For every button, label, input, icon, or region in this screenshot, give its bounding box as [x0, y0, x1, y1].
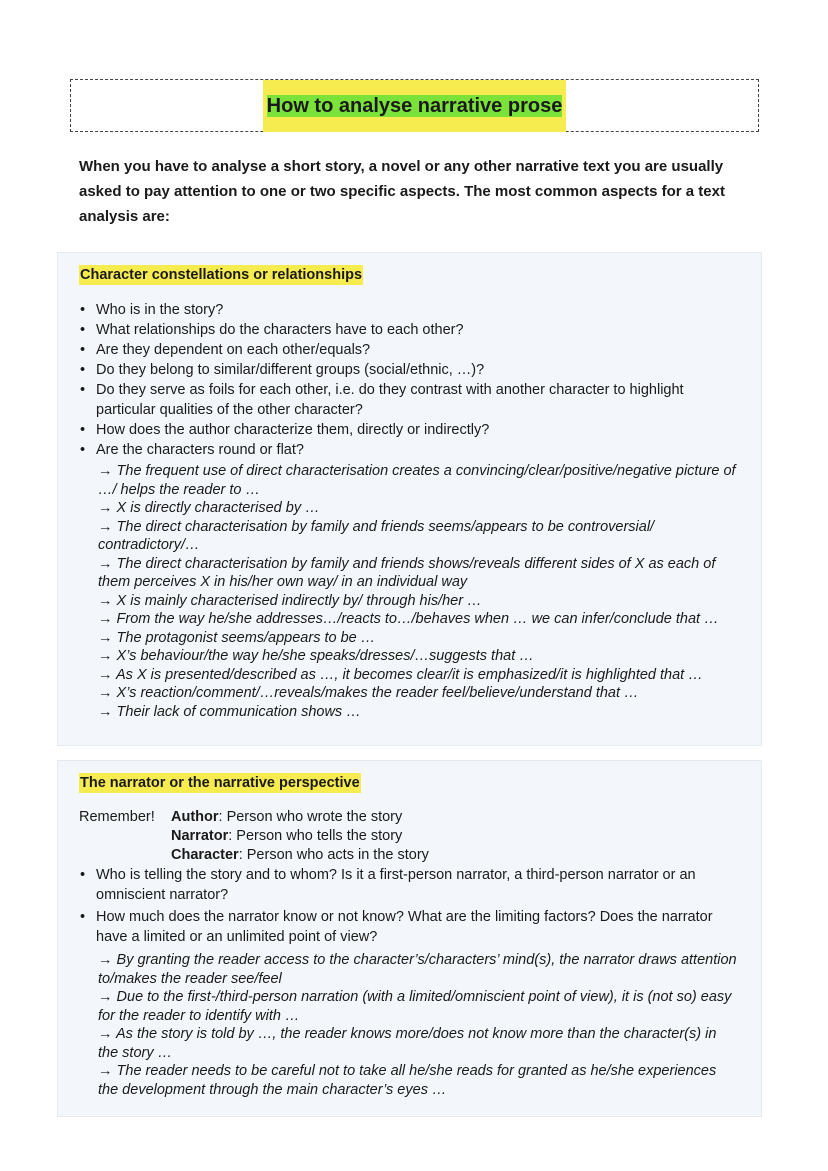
list-item: • Who is in the story? — [79, 300, 740, 320]
phrase: → As X is presented/described as …, it becomes clear/it is emphasized/it is highlighted that … — [98, 666, 703, 683]
phrase: → X’s behaviour/the way he/she speaks/dresses/…suggests that … — [98, 648, 534, 664]
phrase: → From the way he/she addresses…/reacts to…/behaves when … we can infer/conclude that … — [98, 611, 719, 627]
definition — [171, 827, 740, 846]
definition — [171, 808, 740, 827]
title-box — [70, 79, 759, 132]
page-title — [263, 80, 567, 132]
phrase: → X’s reaction/comment/…reveals/makes the reader feel/believe/understand that … — [98, 685, 639, 701]
remember-definitions — [79, 808, 740, 865]
phrase: → As the story is told by …, the reader knows more/does not know more than the character(s) in the story … — [98, 1026, 717, 1061]
phrase-list — [79, 951, 740, 1099]
list-item: • Do they serve as foils for each other, i.e. do they contrast with another character to highlight particular qualities of the other character? — [79, 380, 740, 420]
phrase: → X is mainly characterised indirectly by/ through his/her … — [98, 592, 482, 609]
list-item: • Are they dependent on each other/equals? — [79, 340, 740, 360]
definition-term: Narrator — [171, 828, 229, 844]
phrase: → The reader needs to be careful not to take all he/she reads for granted as he/she experiences the development through the main character’s eyes … — [98, 1063, 717, 1098]
list-item: • Who is telling the story and to whom? Is it a first-person narrator, a third-person narrator or an omniscient narrator? — [79, 865, 740, 905]
phrase: → The direct characterisation by family and friends seems/appears to be controversial/ contradictory/… — [98, 518, 655, 553]
question-list — [79, 300, 740, 460]
phrase: → Due to the first-/third-person narration (with a limited/omniscient point of view), it is (not so) easy for the reader to identify with … — [98, 989, 732, 1024]
phrase: → By granting the reader access to the character’s/characters’ mind(s), the narrator draws attention to/makes the reader see/feel — [98, 952, 737, 987]
list-item: • Are the characters round or flat? — [79, 440, 740, 460]
phrase: → The protagonist seems/appears to be … — [98, 629, 376, 646]
definition-text: : Person who tells the story — [228, 828, 403, 844]
page-title-text: How to analyse narrative prose — [266, 95, 563, 117]
definition-text: : Person who wrote the story — [218, 809, 403, 825]
definition-text: : Person who acts in the story — [238, 847, 429, 863]
phrase: → Their lack of communication shows … — [98, 703, 361, 720]
section-character-relationships — [57, 252, 762, 746]
intro-paragraph: When you have to analyse a short story, a novel or any other narrative text you are usually asked to pay attention to one or two specific aspects. The most common aspects for a text analysis are: — [79, 158, 725, 225]
question-list — [79, 865, 740, 947]
definition-term: Author — [171, 809, 219, 825]
list-item: • What relationships do the characters have to each other? — [79, 320, 740, 340]
section-narrator-perspective — [57, 760, 762, 1117]
list-item: • How does the author characterize them, directly or indirectly? — [79, 420, 740, 440]
phrase-list — [79, 462, 740, 721]
phrase: → The direct characterisation by family and friends shows/reveals different sides of X as each of them perceives X in his/her own way/ in an individual way — [98, 555, 716, 590]
section-heading: The narrator or the narrative perspective — [80, 775, 360, 791]
phrase: → The frequent use of direct characterisation creates a convincing/clear/positive/negative picture of …/ helps the reader to … — [98, 463, 736, 498]
section-heading: Character constellations or relationships — [80, 267, 363, 283]
list-item: • How much does the narrator know or not know? What are the limiting factors? Does the narrator have a limited or an unlimited point of view? — [79, 907, 740, 947]
definition-term: Character — [171, 847, 239, 863]
remember-label: Remember! — [79, 809, 155, 825]
phrase: → X is directly characterised by … — [98, 500, 320, 516]
definition — [171, 846, 740, 865]
list-item: • Do they belong to similar/different groups (social/ethnic, …)? — [79, 360, 740, 380]
